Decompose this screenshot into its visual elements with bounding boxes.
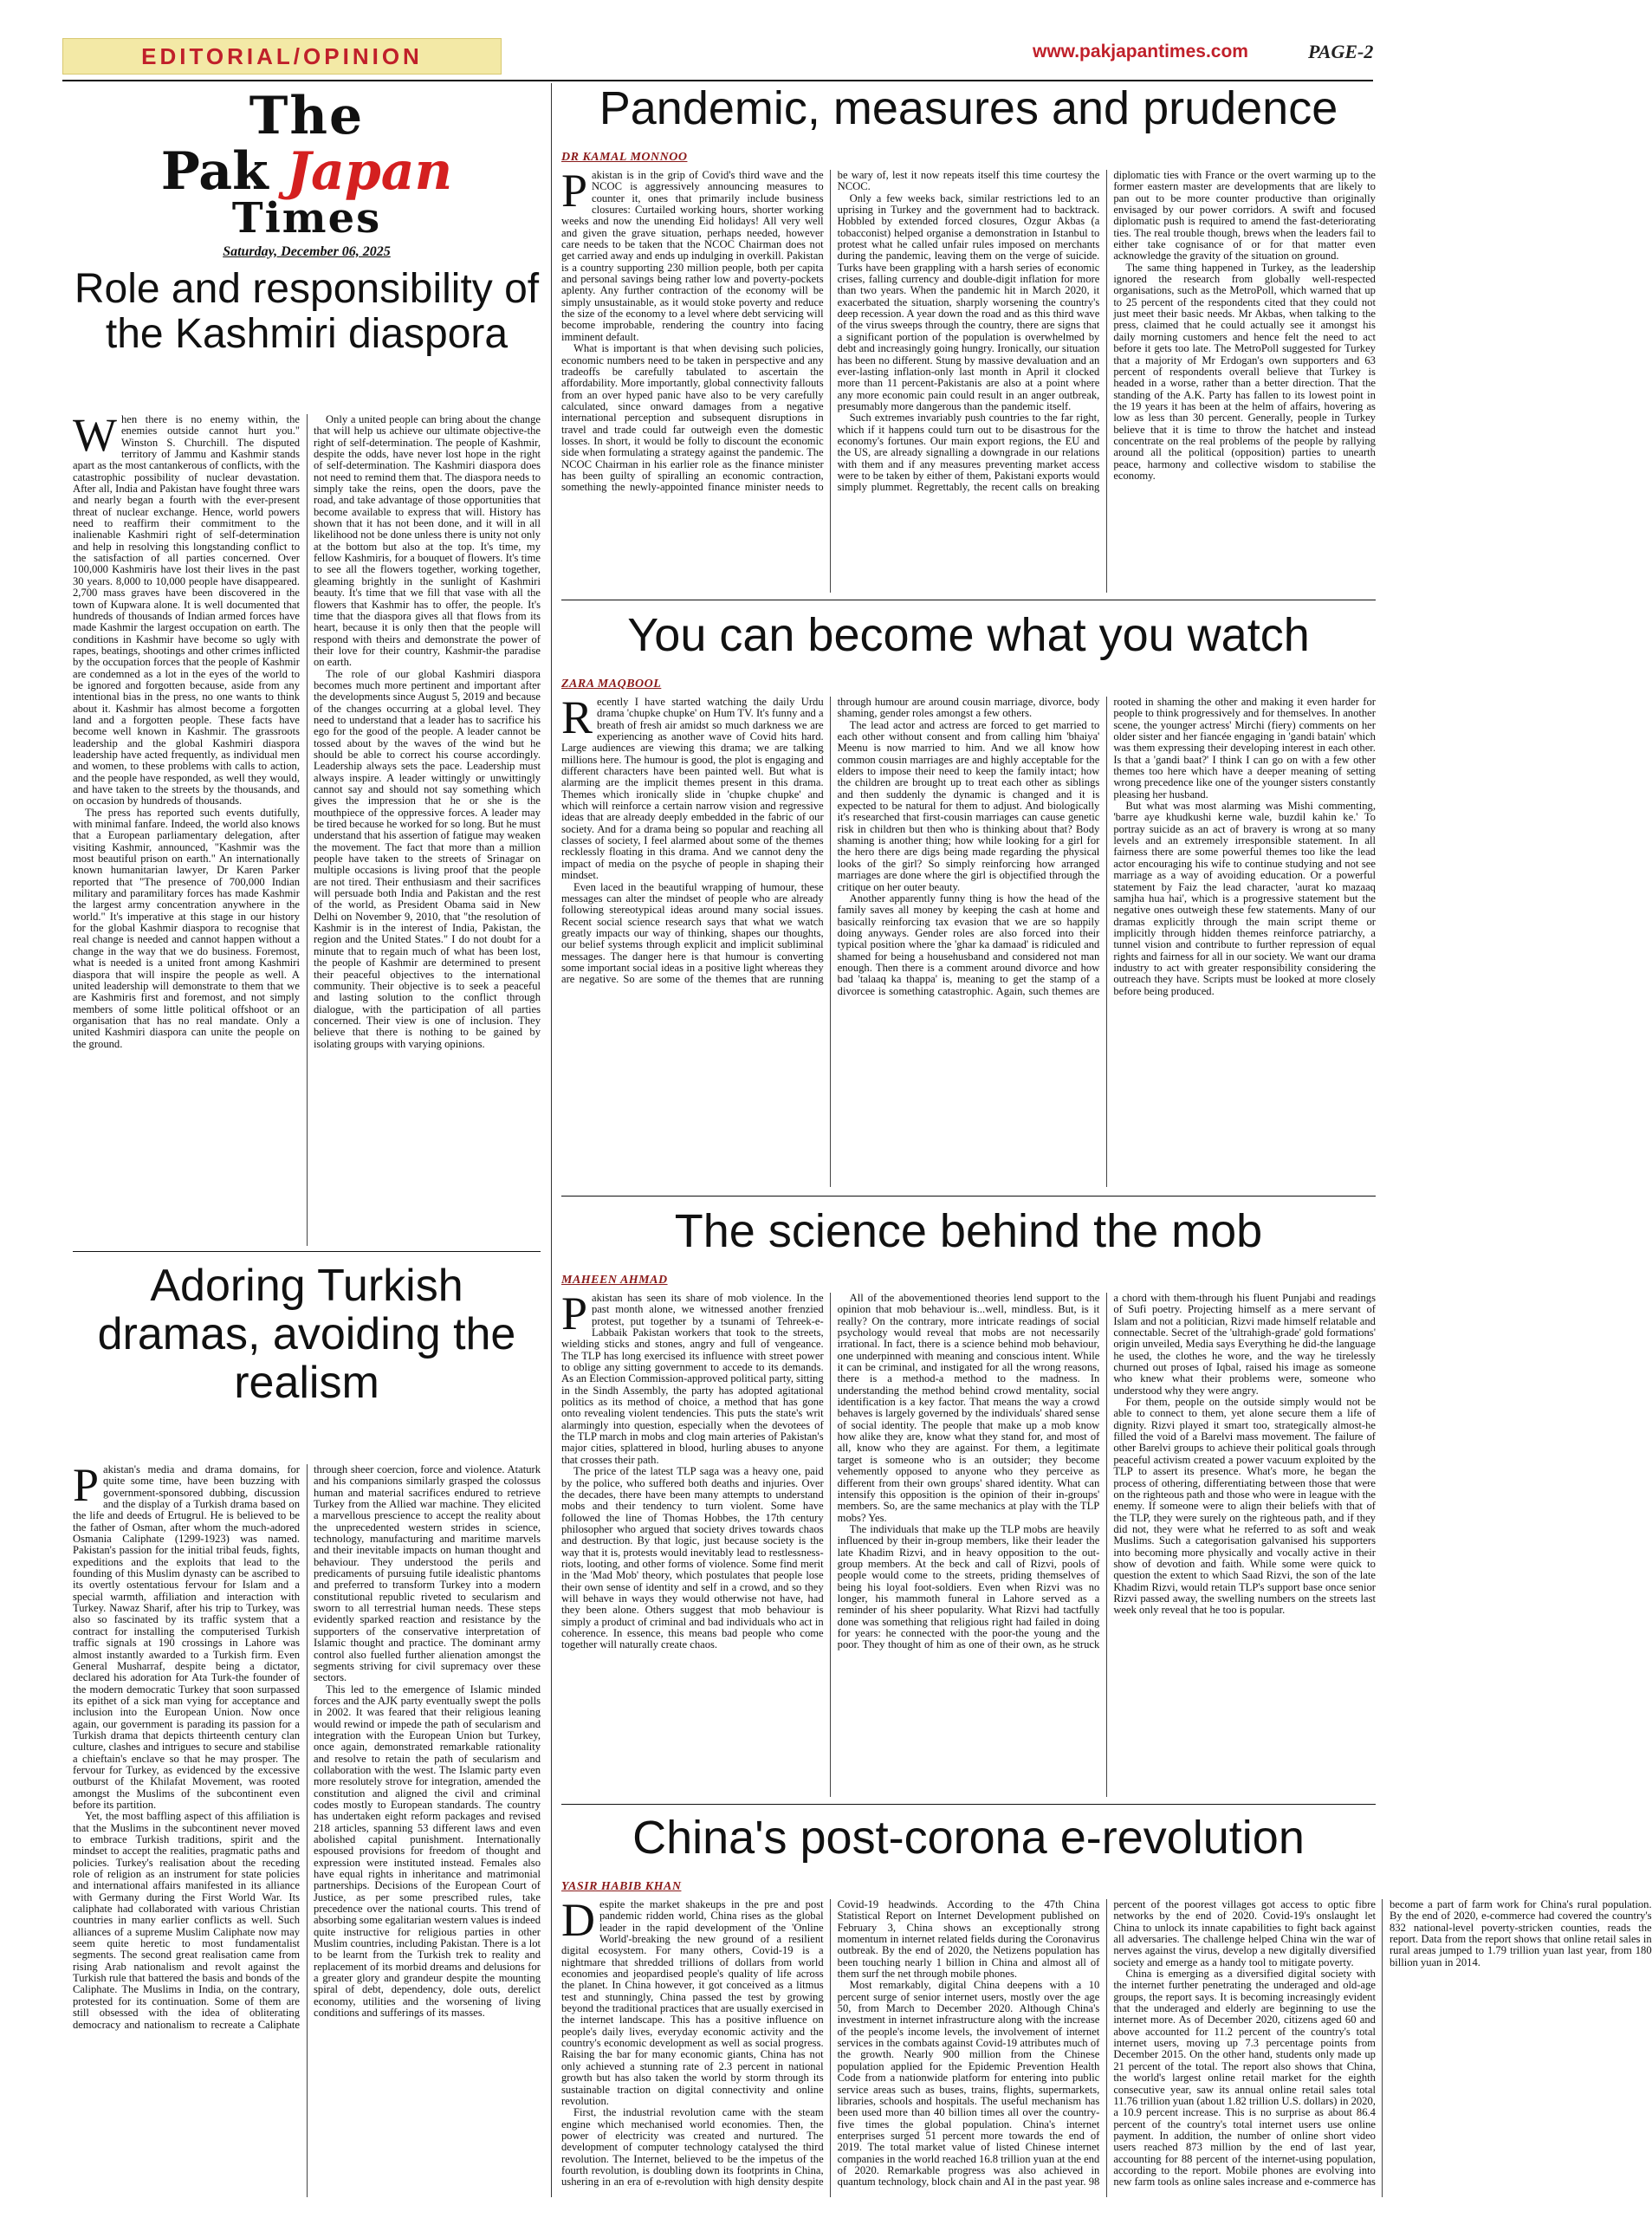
page-number: PAGE-2 [1308,41,1374,62]
paragraph: All of the abovementioned theories lend support to the opinion that mob behaviour is...well, mindless. But, is it really? On the contrary, more intricate readings of social psychology would reveal that mobs are not necessarily irrational. In fact, there is a science behind mob behaviour, one underpinned with meaning and conscious intent. While it can be criminal, and instigated for all the wrong reasons, there is a method-a method to the madness. In understanding the method behind crowd mentality, social identification is a key factor. That means the way a crowd behaves is largely governed by the individuals' shared sense of social identity. The people that make up a mob know how alike they are, know what they stand for, and most of all, know who they are against. For them, a legitimate target is someone who is an outsider; they become vehemently opposed to anyone who they perceive as different from their own groups' shared identity. What can intensify this opposition is the opinion of their in-groups' members. So, are the same mechanics at play with the TLP mobs? Yes. [837,1292,1100,1524]
rule [73,1251,541,1252]
masthead-japan: Japan [286,141,453,202]
paragraph: ecently I have started watching the daily Urdu drama 'chupke chupke' on Hum TV. It's funny and a breath of fresh air amidst so much darkness we are experiencing as another wave of Covid hits hard. Large audiences are viewing this drama; we are talking millions here. The humour is good, the plot is engaging and different characters have been painted well. But what is alarming are the implicit themes present in this drama. Themes which ironically slide in 'chupke chupke' and which will reinforce a certain narrow vision and regressive ideas that are already deeply embedded in the fabric of our society. And for a drama being so popular and reaching all classes of society, I feel alarmed about some of the themes recklessly floating in this drama. And we cannot deny the impact of media on the psyche of people in shaping their mindset. [561,696,824,882]
paragraph: China is emerging as a diversified digital society with the internet further penetrating the underaged and old-age groups, the report says. It is becoming increasingly evident that the underaged and elderly are beginning to use the internet more. As of December 2020, citizens aged 60 and above accounted for 11.2 percent of the country's total internet users, moving up 7.3 percentage points from December 2015. On the other hand, students only made up 21 percent of the total. The report also shows that China, the world's largest online retail market for the eighth consecutive year, saw its annual online retail sales total 11.76 trillion yuan (about 1.82 trillion U.S. dollars) in 2020, a 10.9 percent increase. This is no surprise as about 86.4 percent of the country's total internet users use online payment. In addition, the number of online short video users reached 873 million by the end of last year, accounting for 88 percent of the internet-using population, according to the report. Mobile phones are evolving into new farm tools as online sales increase and e-commerce has become a part of farm work for China's rural population. By the end of 2020, e-commerce had covered the country's 832 national-level poverty-stricken counties, reads the report. Data from the report shows that online retail sales in rural areas jumped to 1.79 trillion yuan last year, from 180 billion yuan in 2014. [1113,1898,1652,2189]
paragraph: Only a united people can bring about the change that will help us achieve our ultimate objective-the right of self-determination. The people of Kashmir, despite the odds, have never lost hope in the right of self-determination. The Kashmiri diaspora does not need to remind them that. The diaspora needs to simply take the reins, open the doors, pave the road, and take advantage of those opportunities that become available to express that will. History has shown that it has not been done, and it will in all likelihood not be done unless there is unity not only at the bottom but also at the top. It's time, my fellow Kashmiris, for a bouquet of flowers. It's time to see all the flowers together, working together, gleaming brightly in the sunlight of Kashmiri beauty. It's time that we fill that vase with all the flowers that Kashmir has to offer, the people. It's time that the diaspora gives all that flows from its heart, because it is only then that the people will respond with theirs and demonstrate the power of their love for their country, Kashmir-the paradise on earth. [314,413,541,669]
dropcap: R [561,691,593,743]
masthead-line-3: Times [231,194,382,243]
article-pandemic-body [561,165,1376,593]
article-turkish-body [73,1459,541,2197]
paragraph: Another apparently funny thing is how the head of the family saves all money by keeping the cash at home and basically reinforcing tax evasion that we are so happily doing anyways. Gender roles are also forced into their typical position where the 'ghar ka damaad' is ridiculed and shamed for being a househusband and considered not man enough. Then there is a comment around divorce and how bad 'talaaq ka thappa' is, meaning to get the stamp of a divorcee is something catastrophic. Again, such themes are rooted in shaming the other and making it even harder for people to think progressively and for themselves. In another scene, the younger actress' Mirchi (fiery) comments on her older sister and her fiancée engaging in 'gandi batain' which was them expressing their developing interest in each other. Is that a 'gandi baat?' I think I can go on with a few other themes too here which have a deeper meaning of setting wrong precedence like one of the younger sisters constantly pleasing her husband. [837,696,1376,997]
byline-become: ZARA MAQBOOL [561,678,662,691]
headline-china: China's post-corona e-revolution [632,1812,1305,1864]
paragraph: espite the market shakeups in the pre and post pandemic ridden world, China rises as the global leader in the rapid development of the 'Online World'-breaking the new ground of a resilient digital ecosystem. For many others, Covid-19 is a nightmare that shredded trillions of dollars from world economies and jeopardised people's quality of life across the planet. In China however, it got conceived as a litmus test and stunningly, China passed the test by growing beyond the traditional practices that are usually exercised in the internet landscape. This has a positive influence on people's daily lives, everyday economic activity and the country's economic development as well as social progress. Raising the bar for many economic giants, China has not only achieved a stunning rate of 2.3 percent in national growth but has also taken the world by storm through its sustainable traction on digital connectivity and online revolution. [561,1898,824,2107]
paragraph: This led to the emergence of Islamic minded forces and the AJK party eventually swept the polls in 2002. It was feared that their religious leaning would rewind or impede the path of secularism and integration with the European Union but Turkey, once again, demonstrated remarkable rationality and resolve to retain the path of secularism and collaboration with the west. The Islamic party even more resolutely strove for integration, amended the constitution and aligned the civil and criminal codes mostly to European standards. The country has undertaken eight reform packages and revised 218 articles, spanning 53 different laws and even abolished capital punishment. Internationally espoused provisions for freedom of thought and expression were instituted instead. Females also have equal rights in inheritance and matrimonial partnerships. Decisions of the European Court of Justice, as per some prescribed rules, take precedence over the national courts. This trend of absorbing some egalitarian western values is indeed quite instructive for religious parties in other Muslim countries, including Pakistan. There is a lot to be learnt from the Turkish trek to reality and replacement of its morbid dreams and delusions for a greater glory and grandeur despite the mounting spiral of debt, dependency, dole outs, derelict economy, utilities and the worsening of living conditions and sufferings of its masses. [314,1683,541,2020]
headline-become: You can become what you watch [627,609,1310,661]
column-divider [551,83,552,2197]
dropcap: P [561,1287,588,1339]
dropcap: W [73,409,117,461]
masthead-pak: Pak [160,141,269,202]
paragraph: What is important is that when devising such policies, economic numbers need to be taken in perspective and any tradeoffs be carefully tabulated to ascertain the affordability. More importantly, global connectivity fallouts from an over hyped panic have also to be very carefully calculated, since onward damages from a negative international perception and subsequent disruptions in travel and trade could far outweigh even the domestic losses. In short, it would be folly to discount the economic side when formulating a strategy against the pandemic. The NCOC Chairman in his earlier role as the finance minister has been guilty of spiralling an economic contraction, something the newly-appointed finance minister needs to be wary of, lest it now repeats itself this time courtesy the NCOC. [561,169,1100,494]
paragraph: Most remarkably, digital China deepens with a 10 percent surge of senior internet users, mostly over the age 50, from March to December 2020. Although China's investment in internet infrastructure along with the increase of the people's income levels, the involvement of internet services in the combats against Covid-19 attributes much of the growth. Nearly 900 million from the Chinese population applied for the Epidemic Prevention Health Code from a nationwide platform for entering into public service areas such as buses, trains, flights, supermarkets, libraries, schools and hospitals. The useful mechanism has been used more than 40 billion times all over the country-five times the global population. China's internet enterprises surged 51 percent more towards the end of 2019. The total market value of listed Chinese internet companies in the world reached 16.8 trillion yuan at the end of 2020. Remarkable progress was also achieved in quantum technology, block chain and AI in the past year. 98 percent of the poorest villages got access to optic fibre networks by the end of 2020. Covid-19's onslaught let China to unlock its innate capabilities to fight back against all adversaries. The challenge helped China win the war of nerves against the virus, develop a new digitally diversified society and emerge as a handy tool to mitigate poverty. [837,1898,1376,2189]
paragraph: But what was most alarming was Mishi commenting, 'barre aye khudkushi kerne wale, buzdil kahin ke.' To portray suicide as an act of bravery is wrong at so many levels and an extremely irresponsible statement. In all fairness there are some powerful themes too like the lead actor encouraging his wife to continue studying and not see marriage as a way of avoiding education. Or a powerful statement by Faiz the lead character, 'aurat ko mazaaq samjha hua hai', which is a progressive statement but the negative ones outweigh these few statements. Many of our dramas explicitly through the main script theme or implicitly through hidden themes reinforce patriarchy, a tunnel vision and contribute to further repression of equal rights and fairness for all in our society. We want our drama industry to act with greater responsibility considering the outreach they have. Scripts must be looked at more closely before being produced. [1113,800,1376,997]
article-kashmir-body [73,409,541,1246]
masthead-line-2 [73,141,541,202]
paragraph: The price of the latest TLP saga was a heavy one, paid by the police, who suffered both deaths and injuries. Over the decades, there have been many attempts to understand mobs and their tendency to turn violent. Some have followed the line of Thomas Hobbes, the 17th century philosopher who argued that society drives towards chaos and destruction. By that logic, just because society is the way that it is, protests would inevitably lead to restlessness-riots, looting, and other forms of violence. Some find merit in the 'Mad Mob' theory, which postulates that people lose their own sense of identity and self in a crowd, and so they will behave in ways they would otherwise not have, had they been alone. Others suggest that mob behaviour is simply a product of criminal and bad individuals who act in coherence. In essence, this means bad people who come together will naturally create chaos. [561,1465,824,1651]
dropcap: P [73,1459,100,1511]
article-mob-body [561,1287,1376,1797]
masthead-line-1: The [249,86,365,146]
dateline: Saturday, December 06, 2025 [223,244,391,259]
dropcap: P [561,165,588,217]
paragraph: The same thing happened in Turkey, as the leadership ignored the research from globally well-respected organisations, such as the MetroPoll, which warned that up to 25 percent of the respondents cited that they could not just meet their basic needs. Mr Akbas, when talking to the press, claimed that he could actually see it amongst his daily morning customers and hence felt the need to act before it gets too late. The MetroPoll suggested for Turkey that a majority of Mr Erdogan's own supporters and 63 percent of respondents overall believe that Turkey is headed in a worse, rather than a better direction. That the standing of the A.K. Party has fallen to its lowest point in the 19 years it has been at the helm of affairs, hovering as low as less than 30 percent. Generally, people in Turkey believe that it is time to throw the hatchet and instead concentrate on the real problems of the people by rallying around all the political (opposition) parties to unearth peace, harmony and collective wisdom to stabilise the economy. [1113,261,1376,482]
paragraph: hen there is no enemy within, the enemies outside cannot hurt you." Winston S. Churchill. The disputed territory of Jammu and Kashmir stands apart as the most cantankerous of conflicts, with the catastrophic possibility of nuclear devastation. After all, India and Pakistan have fought three wars and nearly began a fourth with the ever-present threat of nuclear exchange. Hence, world powers need to reaffirm their commitment to the inalienable Kashmiri right of self-determination and help in resolving this longstanding conflict to the satisfaction of all parties concerned. Over 100,000 Kashmiris have lost their lives in the past 30 years. 8,000 to 10,000 people have disappeared. 2,700 mass graves have been discovered in the town of Kupwara alone. It is well documented that hundreds of thousands of Indian armed forces have made Kashmir the largest occupation on earth. The conditions in Kashmir have become so ugly with rapes, beatings, shootings and other crimes inflicted by the occupation forces that the people of Kashmir are condemned as a lot in the eyes of the world to be ignored and forgotten because, aside from any intentional bias in the press, no one wants to think about it. Kashmir has almost become a forgotten land and a forgotten people. These facts have become well known in Kashmir. The grassroots leadership and the global Kashmiri diaspora leadership have acted frequently, as individual men and women, to these problems with calls to action, and the people have responded, as well they would, and have taken to the streets by the thousands, and on occasion by hundreds of thousands. [73,413,300,807]
section-tag [62,38,502,75]
paragraph: Even laced in the beautiful wrapping of humour, these messages can alter the mindset of people who are already following stereotypical ideas around many social issues. Recent social science research says that what we watch greatly impacts our way of thinking, shapes our thoughts, our belief systems through explicit and implicit subliminal messages. The danger here is that humour is converting some important social ideas in a positive light whereas they are negative. So are some of the themes that are running through humour are around cousin marriage, divorce, body shaming, gender roles amongst a few others. [561,696,1100,986]
paragraph: The role of our global Kashmiri diaspora becomes much more pertinent and important after the developments since August 5, 2019 and because of the changes occurring at a global level. They need to understand that a leader has to sacrifice his ego for the good of the people. A leader cannot be tossed about by the waves of the wind but he should be able to correct his course accordingly. Leadership always sets the pace. Leadership must always inspire. A leader wittingly or unwittingly cannot say and should not say something which gives the impression that he or she is the mouthpiece of the oppressive forces. A leader may be tired because he worked for so long. But he must understand that his assertion of fatigue may weaken the movement. The fact that more than a million people have taken to the streets of Srinagar on multiple occasions is living proof that the people are not tired. Their enthusiasm and their sacrifices will persuade both India and Pakistan and the rest of the world, as President Obama said in New Delhi on November 9, 2010, that "the resolution of Kashmir is in the interest of India, Pakistan, the region and the United States." I do not doubt for a minute that to regain much of what has been lost, the people of Kashmir are determined to present their peaceful objectives to the international community. Their objective is to seek a peaceful and lasting solution to the conflict through dialogue, with the participation of all parties concerned. Their view is one of inclusion. They believe that there is nothing to be gained by isolating groups with varying opinions. [314,667,541,1050]
paragraph: Yet, the most baffling aspect of this affiliation is that the Muslims in the subcontinent never moved to embrace Turkish traditions, spirit and the mindset to accept the realities, pragmatic paths and policies. Turkey's realisation about the receding role of religion as an instrument for state policies and international affairs manifested in its alliance with Germany during the First World War. Its caliphate had collaborated with various Christian countries in many earlier conflicts as well. Such alliances of a supreme Muslim Caliphate now may seem quite heretic to most fundamentalist segments. The second great realisation came from rising Arab nationalism and revolt against the Turkish rule that battered the basis and bonds of the Caliphate. The Muslims in India, on the contrary, protested for its continuation. Some of them are still obsessed with the idea of obliterating democracy and nationalism to recreate a Caliphate through sheer coercion, force and violence. Ataturk and his companions similarly grasped the colossus human and material sacrifices endured to retrieve Turkey from the Allied war machine. They elicited a marvellous prescience to accept the reality about the unprecedented western strides in science, technology, manufacturing and maritime marvels and their inevitable impacts on human thought and behaviour. They understood the perils and predicaments of pursuing futile idealistic phantoms and preferred to transform Turkey into a modern constitutional republic riveted to secularism and sworn to all terrestrial human needs. These steps evidently sparked reaction and resistance by the supporters of the conservative interpretation of Islamic thought and practice. The dominant army control also fuelled further alienation amongst the segments striving for civil supremacy over these sectors. [73,1463,541,2031]
headline-turkish: Adoring Turkish dramas, avoiding the realism [97,1261,516,1409]
headline-pandemic: Pandemic, measures and prudence [599,82,1338,134]
paragraph: The lead actor and actress are forced to get married to each other without consent and from calling him 'bhaiya' Meenu is now married to him. And we all know how common cousin marriages are and highly acceptable for the elders to impose their need to keep the family intact; how the children are brought up to treat each other as siblings and then suddenly the dynamic is changed and it is expected to be natural for them to adjust. And biologically it's researched that first-cousin marriages can cause genetic risk in children but then who is thinking about that? Body shaming is another thing; how while looking for a girl for the hero there are digs being made regarding the physical looks of the girl? So simply reinforcing how arranged marriages are done where the girl is objectified through the critique on her outer beauty. [837,718,1100,893]
rule [561,1804,1376,1805]
paragraph: The individuals that make up the TLP mobs are heavily influenced by their in-group members, like their leader the late Khadim Rizvi, and in heavy opposition to the out-group members. At the beck and call of Rizvi, pools of people would come to the streets, priding themselves of being his loyal foot-soldiers. Even when Rizvi was no longer, his mammoth funeral in Lahore served as a reminder of his sheer popularity. What Rizvi had tactfully done was something that religious right had failed in doing for years: he connected with the poor-the young and the poor. They thought of him as one of their own, as he struck a chord with them-through his fluent Punjabi and readings of Sufi poetry. Projecting himself as a mere servant of Islam and not a politician, Rizvi made himself relatable and connectable. Secret of the 'ultrahigh-grade' gold formations' origin unveiled, Media says Everything he did-the language he used, the clothes he wore, and the way he tirelessly churned out proses of Iqbal, raised his image as someone who knew what their problems were, someone who understood why they were angry. [837,1292,1376,1651]
byline-mob: MAHEEN AHMAD [561,1274,668,1287]
article-become-body [561,691,1376,1187]
paragraph: First, the industrial revolution came with the steam engine which mechanised world economies. Then, the power of electricity was created and nurtured. The development of computer technology catalysed the third revolution. The Internet, believed to be the impetus of the fourth revolution, is doubling down its footprints in China, ushering in an era of e-revolution with high density despite Covid-19 headwinds. According to the 47th China Statistical Report on Internet Development published on February 3, China shows an exceptionally strong momentum in internet related fields during the Coronavirus outbreak. By the end of 2020, the Netizens population has been touching nearly 1 billion in China and almost all of them surf the net through mobile phones. [561,1898,1100,2189]
paragraph: akistan has seen its share of mob violence. In the past month alone, we witnessed another frenzied protest, put together by a tsunami of Tehreek-e-Labbaik Pakistan workers that took to the streets, wielding sticks and stones, angry and full of vengeance. The TLP has long exercised its influence with street power to oblige any sitting government to accede to its demands. As an Election Commission-approved political party, sitting in the Sindh Assembly, the party has adopted agitational politics as its method of choice, a method that has gone onto revealing violent tendencies. This puts the state's writ alarmingly into question, especially when the devotees of the TLP march in mobs and clog main arteries of Pakistan's major cities, splattered in blood, hurling abuses to anyone that crosses their path. [561,1292,824,1466]
paragraph: akistan is in the grip of Covid's third wave and the NCOC is aggressively announcing measures to counter it, ones that primarily include business closures: Curtailed working hours, shorter working weeks and now the unending Eid holidays! All very well and given the grave situation, perhaps needed, however care needs to be taken that the NCOC Chairman does not get carried away and ends up indulging in overkill. Pakistan is a country supporting 230 million people, both per capita and personal savings being rather low and poverty-pockets aplenty. Any further contraction of the economy will be simply unsustainable, as it would stoke poverty and reduce the size of the economy to a level where debt servicing will become improbable, rendering the country into facing imminent default. [561,169,824,343]
byline-pandemic: DR KAMAL MONNOO [561,151,688,164]
header-rule [62,80,1373,81]
paragraph: The press has reported such events dutifully, with minimal fanfare. Indeed, the world also knows that a European parliamentary delegation, after visiting Kashmir, announced, "Kashmir was the most beautiful prison on earth." An internationally known humanitarian lawyer, Dr Karen Parker reported that "The presence of 700,000 Indian military and paramilitary forces has made Kashmir the largest army concentration anywhere in the world." It's imperative at this stage in our history for the global Kashmir diaspora to recognise that real change is needed and cannot happen without a change in the way that we do business. Foremost, what is needed is a united front among Kashmiri diaspora that will inspire the people as well. A united leadership will demonstrate to them that we are Kashmiris first and foremost, and not simply members of some little political offshoot or an organisation that has no real mandate. Only a united Kashmiri diaspora can unite the people on the ground. [73,806,300,1050]
site-url-link[interactable]: www.pakjapantimes.com [1033,42,1248,62]
rule [561,1196,1376,1197]
headline-mob: The science behind the mob [674,1205,1263,1257]
byline-china: YASIR HABIB KHAN [561,1880,682,1893]
paragraph: akistan's media and drama domains, for quite some time, have been buzzing with government-sponsored dubbing, discussion and the display of a Turkish drama based on the life and deeds of Ertugrul. He is believed to be the father of Osman, after whom the much-adored Osmania Caliphate (1299-1923) was named. Pakistan's passion for the initial tribal feuds, fights, expeditions and the exploits that lead to the founding of this Muslim dynasty can be ascribed to its overtly ostentatious fervour for Islam and a special warmth, affiliation and interaction with Turkey. Nawaz Sharif, after his trip to Turkey, was also so fascinated by its traffic system that a contract for installing the computerised Turkish traffic signals at 190 crossings in Lahore was almost instantly awarded to a Turkish firm. Even General Musharraf, despite being a dictator, declared his adoration for Ata Turk-the founder of the modern democratic Turkey that soon surpassed its epithet of a sick man vying for acceptance and inclusion into the European Union. Now once again, our government is parading its passion for a Turkish drama that depicts thirteenth century clan culture, clashes and intrigues to secure and stabilise a chieftain's enclave so that he may prosper. The fervour for Turkey, as evidenced by the excessive outburst of the Khilafat Movement, was rooted amongst the Muslims of the subcontinent even before its partition. [73,1463,300,1811]
paragraph: Such extremes invariably push countries to the far right, which if it happens could turn out to be disastrous for the economy's fortunes. Our main export regions, the EU and the US, are already signalling a downgrade in our relations with them and if any measures preventing market access were to be taken by either of them, Pakistani exports would simply plummet. Regrettably, the recent calls on breaking diplomatic ties with France or the overt warming up to the former eastern master are developments that are likely to pan out to be more counter productive than originally envisaged by our power corridors. A swift and focused diplomatic push is required to amend the fast-deteriorating ties. The real trouble though, brews when the leaders fail to either take cognisance of or for that matter even acknowledge the gravity of the situation on ground. [837,169,1376,494]
paragraph: For them, people on the outside simply would not be able to connect to them, yet alone secure them a life of dignity. Rizvi played it smart too, strategically almost-he filled the void of a Barelvi mass movement. The failure of other Barelvi groups to achieve their political goals through peaceful activism created a power vacuum exploited by the TLP to assert its presence. What's more, he began the process of othering, differentiating between those that were on the righteous path and those who were in league with the enemy. If someone were to align their beliefs with that of the TLP, they were surely on the righteous path, and if they did not, they were what he referred to as soft and weak Muslims. Such a categorisation galvanised his supporters into becoming more physically and vocally active in their show of devotion and faith. While some were quick to question the extent to which Saad Rizvi, the son of the late Khadim Rizvi, would retain TLP's support base once senior Rizvi passed away, the swelling numbers on the streets last week only reveal that he too is popular. [1113,1396,1376,1617]
headline-kashmir: Role and responsibility of the Kashmiri diaspora [74,266,540,357]
dropcap: D [561,1894,595,1946]
section-label: EDITORIAL/OPINION [141,43,423,69]
paragraph: Only a few weeks back, similar restrictions led to an uprising in Turkey and the government had to backtrack. Hobbled by extended forced closures, Ozgur Akbas (a tobacconist) helped organise a demonstration in Istanbul to protest what he called unfair rules imposed on merchants during the pandemic, leaving them on the verge of suicide. Turks have been grappling with a harsh series of economic crises, falling currency and double-digit inflation for more than two years. When the pandemic hit in March 2020, it exacerbated the situation, sharply worsening the country's deep recession. A year down the road and as this third wave of the virus sweeps through the country, there are signs that a significant portion of the population is overwhelmed by debt and increasingly going hungry. Ironically, our situation has been no different. Stung by massive devaluation and an ever-lasting inflation-only last month in April it clocked more than 11 percent-Pakistanis are also at a point where any more economic pain could result in an anger outbreak, presumably more dangerous than the pandemic itself. [837,191,1100,412]
article-china-body [561,1894,1652,2197]
